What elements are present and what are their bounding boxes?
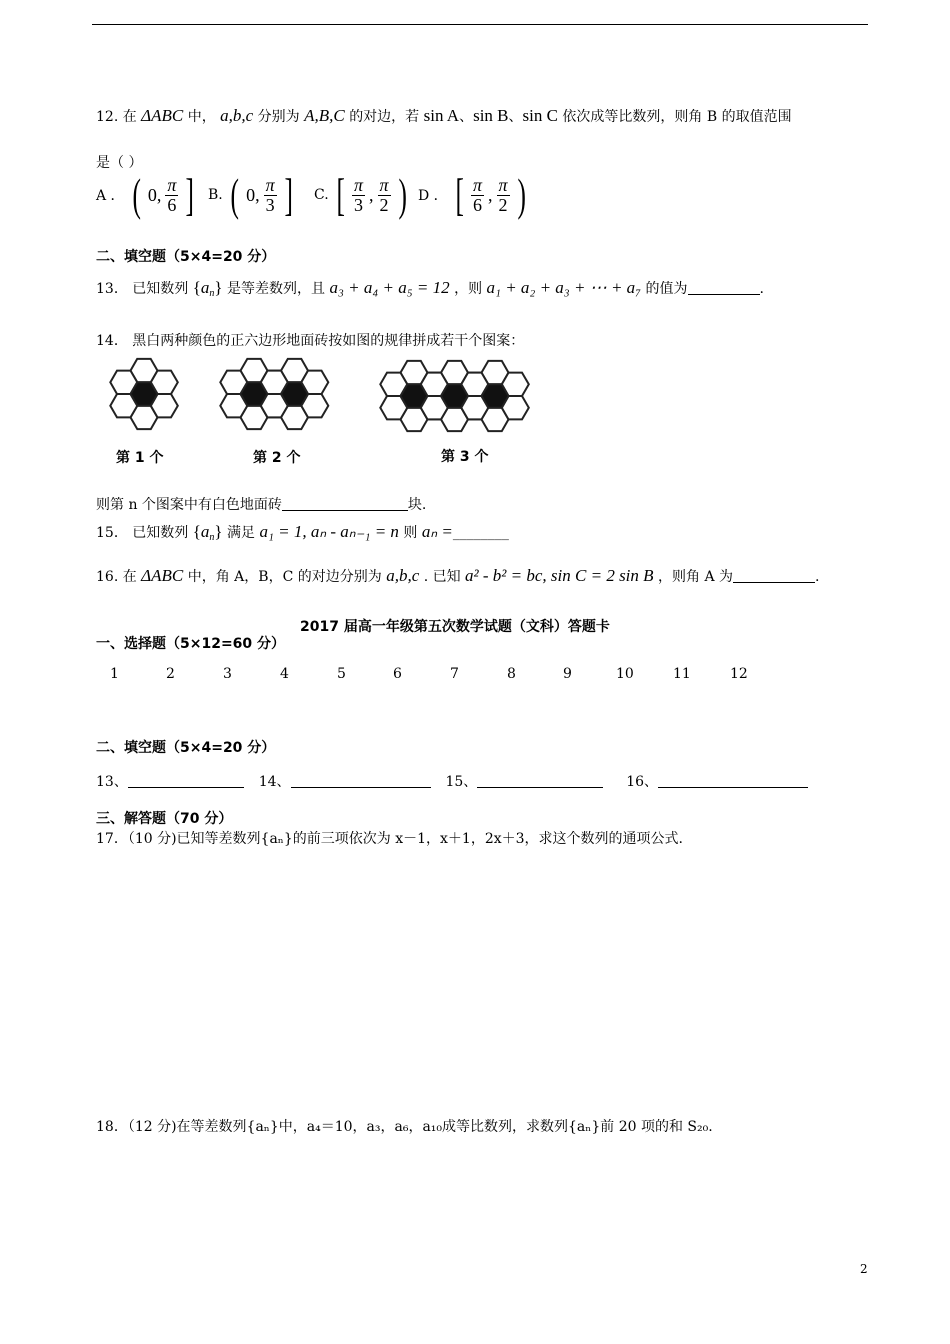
question-16 [96, 566, 819, 586]
option-a-right-bracket: ] [185, 169, 195, 220]
black-hexagon-tile [281, 382, 308, 405]
q12-option-d [418, 169, 529, 220]
q15-number: 15． [96, 525, 128, 541]
q12-text-3: 分别为 [257, 109, 300, 125]
q13-seq: $\{a_n\}$ [192, 278, 223, 299]
q12-text-1: 在 [122, 109, 137, 125]
q16-expr: a² - b² = bc, sin C = 2 sin B [465, 566, 654, 585]
choice-number: 6 [393, 666, 402, 682]
q14-after-text-2: 块. [407, 497, 427, 513]
q12-sinA: sin A [423, 106, 460, 125]
caption-3: 第 3 个 [441, 449, 489, 465]
q12-number: 12. [96, 109, 119, 125]
q12-option-a [96, 169, 198, 220]
q14-after [96, 494, 426, 514]
choice-number: 11 [673, 666, 691, 682]
q16-text-4: ，则角 A 为 [658, 569, 734, 585]
caption-1: 第 1 个 [116, 450, 164, 466]
page-number: 2 [860, 1262, 868, 1276]
question-15 [96, 522, 509, 543]
choice-number: 10 [616, 666, 634, 682]
q15-seq-var: a [200, 522, 210, 541]
q13-text-4: 的值为 [645, 281, 688, 297]
option-c-label: C. [314, 187, 329, 203]
question-13 [96, 278, 764, 299]
q15-text-3: 则 [403, 525, 418, 541]
choice-section-heading: 一、选择题（5×12=60 分） [96, 636, 286, 652]
option-b-den: 3 [265, 194, 275, 215]
option-b-label: B. [208, 187, 223, 203]
fill-label-15: 15、 [445, 774, 478, 790]
q15-seq-sub: n [209, 532, 215, 543]
header-rule [92, 24, 868, 25]
solve-section-heading: 三、解答题（70 分） [96, 811, 233, 827]
q16-answer-blank[interactable] [733, 568, 815, 583]
choice-number: 2 [166, 666, 175, 682]
fill-blank-13[interactable] [128, 773, 244, 788]
q14-number: 14． [96, 333, 128, 349]
q15-answer-blank[interactable]: ________ [452, 525, 509, 541]
option-d-num1: π [473, 174, 483, 195]
option-c-right-bracket: ) [397, 169, 407, 220]
option-b-frac [264, 176, 277, 215]
question-14 [96, 330, 524, 350]
q12-vars: a,b,c [220, 106, 254, 125]
q13-answer-blank[interactable] [688, 280, 760, 295]
q12-option-b [208, 169, 296, 220]
question-12 [96, 106, 792, 126]
q14-after-text-1: 则第 n 个图案中有白色地面砖 [96, 497, 282, 513]
q12-text-4: 的对边，若 [349, 109, 420, 125]
fill-section-heading: 二、填空题（5×4=20 分） [96, 740, 276, 756]
option-d-left-bracket: [ [455, 169, 464, 220]
q15-expr-2: aₙ = [421, 522, 453, 541]
q13-text-2: 是等差数列，且 [227, 281, 326, 297]
option-d-den1: 6 [473, 194, 483, 215]
option-d-num2: π [498, 174, 508, 195]
fill-label-16: 16、 [626, 774, 659, 790]
q13-seq-sub: n [209, 288, 215, 299]
option-a-den: 6 [167, 194, 177, 215]
q16-text-1: 在 [122, 569, 137, 585]
q12-line2: 是（ ） [96, 155, 143, 171]
fill-blank-14[interactable] [291, 773, 431, 788]
option-a-frac [165, 176, 178, 215]
choice-number: 5 [337, 666, 346, 682]
fill-answer-row [96, 771, 808, 791]
option-c-num2: π [379, 174, 389, 195]
fill-label-13: 13、 [96, 774, 128, 790]
option-b-left-bracket: ( [230, 169, 239, 220]
q15-text-2: 满足 [227, 525, 256, 541]
q15-expr: a₁ = 1, aₙ - aₙ₋₁ = n [259, 522, 399, 541]
option-d-frac-2 [497, 176, 510, 215]
q12-angles: A,B,C [304, 106, 345, 125]
fill-blank-16[interactable] [658, 773, 808, 788]
choice-number: 1 [110, 666, 119, 682]
q12-sep1: 、 [459, 109, 474, 125]
choice-number: 4 [280, 666, 289, 682]
q16-number: 16. [96, 569, 119, 585]
option-a-num: π [167, 174, 177, 195]
option-d-den2: 2 [498, 194, 508, 215]
section-2-heading: 二、填空题（5×4=20 分） [96, 249, 276, 265]
caption-2: 第 2 个 [253, 450, 301, 466]
option-b-zero: 0, [246, 184, 260, 205]
black-hexagon-tile [131, 382, 158, 405]
q16-triangle: ΔABC [141, 566, 184, 585]
q12-sinB: sin B [473, 106, 509, 125]
q13-text-1: 已知数列 [132, 281, 189, 297]
q13-end: . [759, 281, 764, 297]
option-b-right-bracket: ] [284, 169, 293, 220]
q14-answer-blank[interactable] [282, 496, 408, 511]
choice-number: 3 [223, 666, 232, 682]
option-a-label: A ． [96, 188, 125, 204]
q12-text-2: 中， [187, 109, 216, 125]
option-c-den1: 3 [354, 194, 363, 215]
option-c-frac-1 [352, 176, 365, 215]
fill-label-14: 14、 [258, 774, 291, 790]
option-a-left-bracket: ( [132, 169, 141, 220]
q16-end: . [815, 569, 820, 585]
q16-text-2: 中，角 A，B，C 的对边分别为 [187, 569, 382, 585]
q12-sinC: sin C [522, 106, 558, 125]
option-c-den2: 2 [379, 194, 389, 215]
question-17: 17．（10 分)已知等差数列{aₙ}的前三项依次为 x－1，x＋1，2x＋3，求这个数列的通项公式. [96, 831, 683, 847]
option-a-zero: 0, [147, 184, 162, 205]
q15-text-1: 已知数列 [132, 525, 189, 541]
q13-seq-var: a [200, 278, 210, 297]
question-18: 18．（12 分)在等差数列{aₙ}中，a₄＝10，a₃，a₆，a₁₀成等比数列，求数列{aₙ}前 20 项的和 S₂₀. [96, 1119, 713, 1135]
hexagon-tiles [110, 359, 529, 431]
q12-sep2: 、 [508, 109, 523, 125]
choice-number: 8 [507, 666, 516, 682]
black-hexagon-tile [482, 384, 509, 407]
q13-expr-1: a₃ + a₄ + a₅ = 12 [329, 278, 450, 297]
choice-number: 9 [563, 666, 572, 682]
option-c-frac-2 [378, 176, 391, 215]
answer-card-title: 2017 届高一年级第五次数学试题（文科）答题卡 [300, 619, 610, 635]
option-d-comma: , [488, 184, 493, 205]
fill-blank-15[interactable] [477, 773, 603, 788]
q16-vars: a,b,c [386, 566, 420, 585]
option-c-comma: , [369, 184, 374, 205]
hexagon-tile-figure [96, 350, 566, 475]
q12-option-c [314, 169, 410, 220]
q13-expr-2: a₁ + a₂ + a₃ + ⋯ + a₇ [486, 278, 642, 297]
option-b-num: π [265, 174, 275, 195]
option-d-right-bracket: ) [516, 169, 526, 220]
option-d-frac-1 [471, 176, 484, 215]
option-c-left-bracket: [ [336, 169, 345, 220]
q16-text-3: . 已知 [423, 569, 461, 585]
q12-text-5: 依次成等比数列，则角 B 的取值范围 [562, 109, 792, 125]
choice-number: 12 [730, 666, 748, 682]
q13-number: 13． [96, 281, 128, 297]
q12-triangle: ΔABC [141, 106, 184, 125]
q13-text-3: ，则 [454, 281, 483, 297]
q14-text: 黑白两种颜色的正六边形地面砖按如图的规律拼成若干个图案： [132, 333, 525, 349]
choice-number: 7 [450, 666, 459, 682]
option-c-num1: π [353, 174, 364, 195]
option-d-label: D ． [418, 188, 448, 204]
q15-seq: $\{a_n\}$ [192, 522, 223, 543]
